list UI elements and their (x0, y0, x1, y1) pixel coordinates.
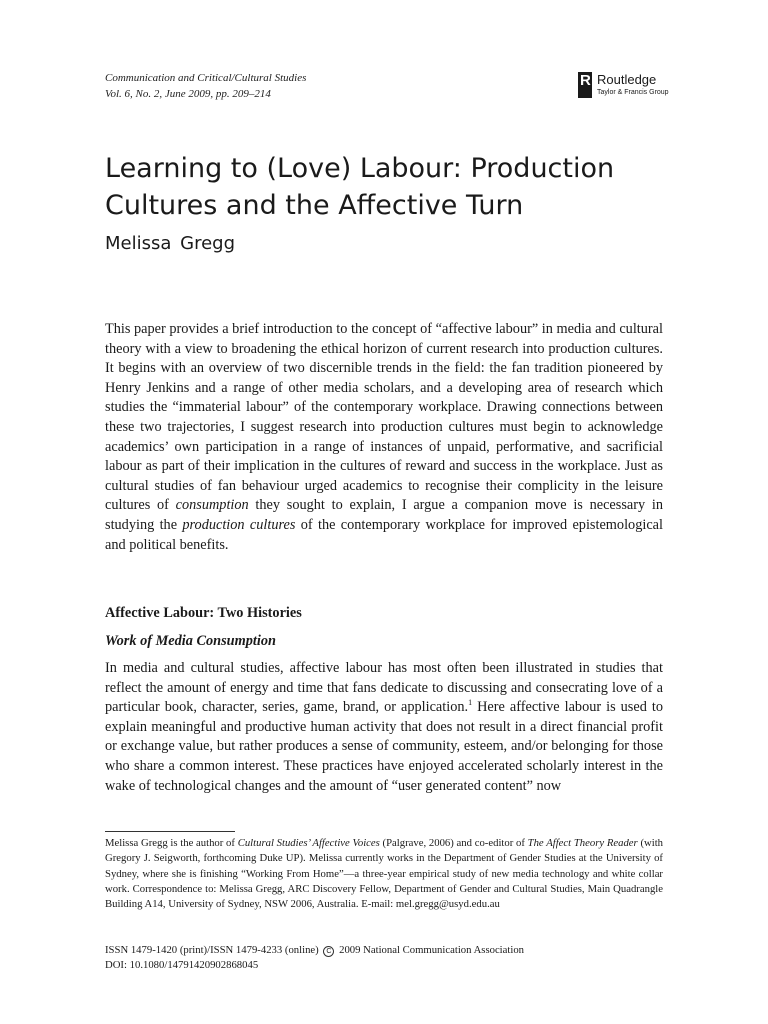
abstract (105, 320, 663, 555)
section-heading: Affective Labour: Two Histories (105, 605, 302, 621)
issn-text: ISSN 1479-1420 (print)/ISSN 1479-4233 (online) (105, 944, 319, 956)
footnote-book-2: The Affect Theory Reader (527, 837, 638, 849)
section-subheading: Work of Media Consumption (105, 633, 276, 649)
body-text-1: In media and cultural studies, affective labour has most often been illustrated in studies that reflect the amount of energy and time that fans dedicate to discussing and consecrating love of a particular book, character, series, game, brand, or application. (105, 660, 663, 716)
doi-line[interactable]: DOI: 10.1080/14791420902868045 (105, 959, 259, 971)
abstract-emphasis-2: production cultures (182, 516, 296, 533)
publisher-logo (578, 72, 678, 100)
abstract-emphasis-1: consumption (175, 497, 249, 514)
body-paragraph (105, 659, 663, 796)
journal-header (105, 70, 306, 102)
journal-name: Communication and Critical/Cultural Studies (105, 72, 307, 84)
publisher-name: Routledge (597, 72, 657, 87)
footnote-text-3: (with Gregory J. Seigworth, forthcoming Duke UP). Melissa currently works in the Department of Gender Studies at the University of Sydney, where she is finishing “Working From Home”—a three-year empirical study of new media technology and white collar work. Correspondence to: Melissa Gregg, ARC Discovery Fellow, Department of Gender and Cultural Studies, Main Quadrangle Building A14, University of Sydney, NSW 2006, Australia. E-mail: mel.gregg@usyd.edu.au (105, 837, 664, 911)
journal-issue: Vol. 6, No. 2, June 2009, pp. 209–214 (105, 88, 271, 100)
imprint (105, 943, 524, 973)
abstract-text-2: they sought to explain, I argue a companion move is necessary in studying the (105, 497, 663, 533)
logo-letter: R (580, 72, 591, 89)
footnote-book-1: Cultural Studies’ Affective Voices (237, 837, 380, 849)
publisher-group: Taylor & Francis Group (597, 89, 669, 96)
routledge-logo-icon (578, 72, 592, 98)
footnote-text-2: (Palgrave, 2006) and co-editor of (379, 837, 528, 849)
article-title: Learning to (Love) Labour: Production Cultures and the Affective Turn (105, 153, 615, 221)
author-footnote (105, 836, 663, 912)
issn-line (105, 943, 524, 958)
body-text-2: Here affective labour is used to explain meaningful and productive human activity that does not result in a direct financial profit or exchange value, but rather produces a sense of community, esteem, and/or belonging for those who share a common interest. These practices have enjoyed accelerated scholarly interest in the wake of technological changes and the amount of “user generated content” now (105, 699, 663, 794)
abstract-text-3: of the contemporary workplace for improved epistemological and political benefits. (105, 516, 663, 553)
footnote-divider (105, 831, 235, 832)
footnote-reference[interactable]: 1 (468, 698, 473, 708)
footnote-text-1: Melissa Gregg is the author of (105, 837, 238, 849)
article-author: Melissa Gregg (105, 233, 235, 254)
copyright-icon: C (323, 946, 334, 957)
copyright-text: 2009 National Communication Association (339, 944, 525, 956)
abstract-text-1: This paper provides a brief introduction to the concept of “affective labour” in media and cultural theory with a view to broadening the ethical horizon of current research into production cultures. It begins with an overview of two discernible trends in the field: the fan tradition pioneered by Henry Jenkins and a range of other media scholars, and a developing area of research which studies the “immaterial labour” of the contemporary workplace. Drawing connections between these two trajectories, I suggest research into production cultures must begin to acknowledge academics’ own participation in a range of instances of unpaid, performative, and sacrificial labour as part of their implication in the cultures of reward and success in the workplace. Just as cultural studies of fan behaviour urged academics to recognise their complicity in the leisure cultures of (105, 321, 663, 514)
